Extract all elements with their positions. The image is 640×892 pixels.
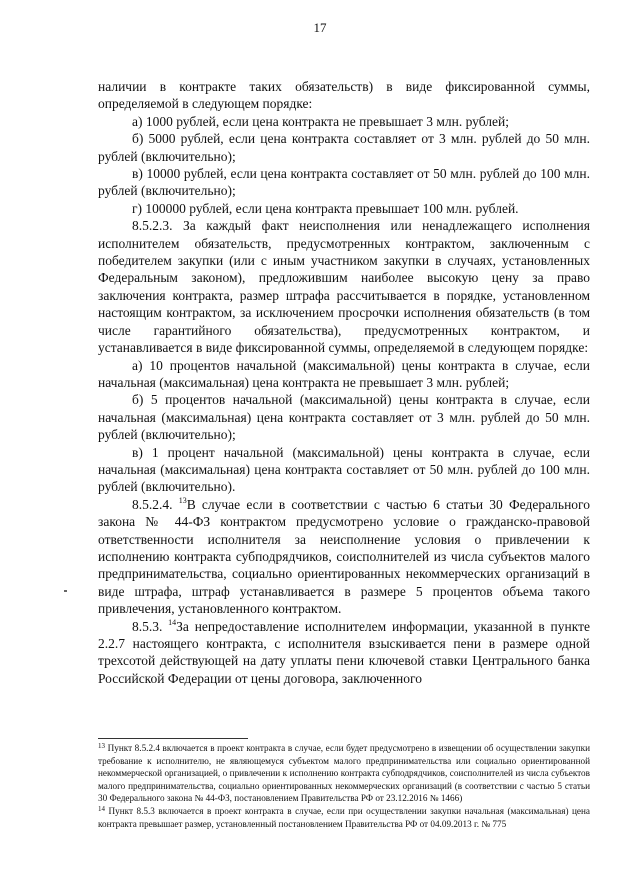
margin-mark bbox=[64, 590, 67, 592]
percent-item-c: в) 1 процент начальной (максимальной) цены контракта в случае, если начальная (максимальная) цена контракта составляет от 50 млн. рублей до 100 млн. рублей (включительно). bbox=[98, 444, 590, 495]
fine-item-c: в) 10000 рублей, если цена контракта составляет от 50 млн. рублей до 100 млн. рублей (включительно); bbox=[98, 166, 590, 199]
percent-item-b: б) 5 процентов начальной (максимальной) цены контракта в случае, если начальная (максимальная) цена контракта составляет от 3 млн. рублей до 50 млн. рублей (включительно); bbox=[98, 392, 590, 443]
fine-item-b: б) 5000 рублей, если цена контракта составляет от 3 млн. рублей до 50 млн. рублей (включительно); bbox=[98, 131, 590, 164]
clause-text: За непредоставление исполнителем информации, указанной в пункте 2.2.7 настоящего контракта, с исполнителя взыскивается пени в размере одной трехсотой действующей на дату уплаты пени ключевой ставки Центрального банка Российской Федерации от цены договора, заключенного bbox=[98, 618, 590, 686]
fine-item-a: а) 1000 рублей, если цена контракта не превышает 3 млн. рублей; bbox=[132, 113, 509, 129]
clause-number: 8.5.3. bbox=[132, 618, 163, 634]
footnote-ref-14[interactable]: 14 bbox=[168, 617, 177, 627]
footnote-mark: 14 bbox=[98, 804, 105, 813]
body-text bbox=[98, 78, 590, 687]
footnote-text: Пункт 8.5.2.4 включается в проект контракта в случае, если будет предусмотрено в извещении об осуществлении закупки требование к исполнителю, не являющемуся субъектом малого предпринимательства или социально ориентированной некоммерческой организацией, о привлечении к исполнению контракта субподрядчиков, соисполнителей из числа субъектов малого предпринимательства, социально ориентированных некоммерческих организаций (в соответствии с частью 5 статьи 30 Федерального закона № 44-ФЗ, постановлением Правительства РФ от 23.12.2016 № 1466) bbox=[98, 743, 590, 804]
footnote-text: Пункт 8.5.3 включается в проект контракта в случае, если при осуществлении закупки начальная (максимальная) цена контракта превышает размер, установленный постановлением Правительства РФ от 04.09.2013 г. № 775 bbox=[98, 805, 591, 829]
footnote-14 bbox=[98, 805, 590, 830]
footnote-mark: 13 bbox=[98, 742, 105, 750]
footnotes bbox=[98, 742, 590, 830]
footnote-13 bbox=[98, 742, 590, 805]
paragraph-8-5-2-4 bbox=[98, 496, 590, 618]
paragraph-continuation: наличии в контракте таких обязательств) в виде фиксированной суммы, определяемой в следующем порядке: bbox=[98, 79, 590, 112]
paragraph-8-5-2-3: 8.5.2.3. За каждый факт неисполнения или ненадлежащего исполнения исполнителем обязательств, предусмотренных контрактом, заключенным с победителем закупки (или с иным участником закупки в случаях, установленных Федеральным законом), предложившим наиболее высокую цену за право заключения контракта, размер штрафа рассчитывается в порядке, установленном настоящим контрактом, за исключением просрочки исполнения обязательств (в том числе гарантийного обязательства), предусмотренных контрактом, и устанавливается в виде фиксированной суммы, определяемой в следующем порядке: bbox=[98, 218, 590, 356]
page-number: 17 bbox=[313, 20, 327, 35]
clause-number: 8.5.2.4. bbox=[132, 496, 173, 512]
footnote-separator bbox=[98, 738, 248, 739]
footnote-ref-13[interactable]: 13 bbox=[178, 495, 187, 505]
clause-text: В случае если в соответствии с частью 6 статьи 30 Федерального закона № 44-ФЗ контрактом предусмотрено условие о гражданско-правовой ответственности исполнителя за неисполнение условия о привлечении к исполнению контракта субподрядчиков, соисполнителей из числа субъектов малого предпринимательства, социально ориентированных некоммерческих организаций в виде штрафа, штраф устанавливается в размере 5 процентов объема такого привлечения, установленного контрактом. bbox=[98, 496, 590, 617]
fine-item-d: г) 100000 рублей, если цена контракта превышает 100 млн. рублей. bbox=[132, 200, 519, 216]
paragraph-8-5-3 bbox=[98, 618, 590, 688]
percent-item-a: а) 10 процентов начальной (максимальной) цены контракта в случае, если начальная (максимальная) цена контракта не превышает 3 млн. рублей; bbox=[98, 357, 590, 390]
